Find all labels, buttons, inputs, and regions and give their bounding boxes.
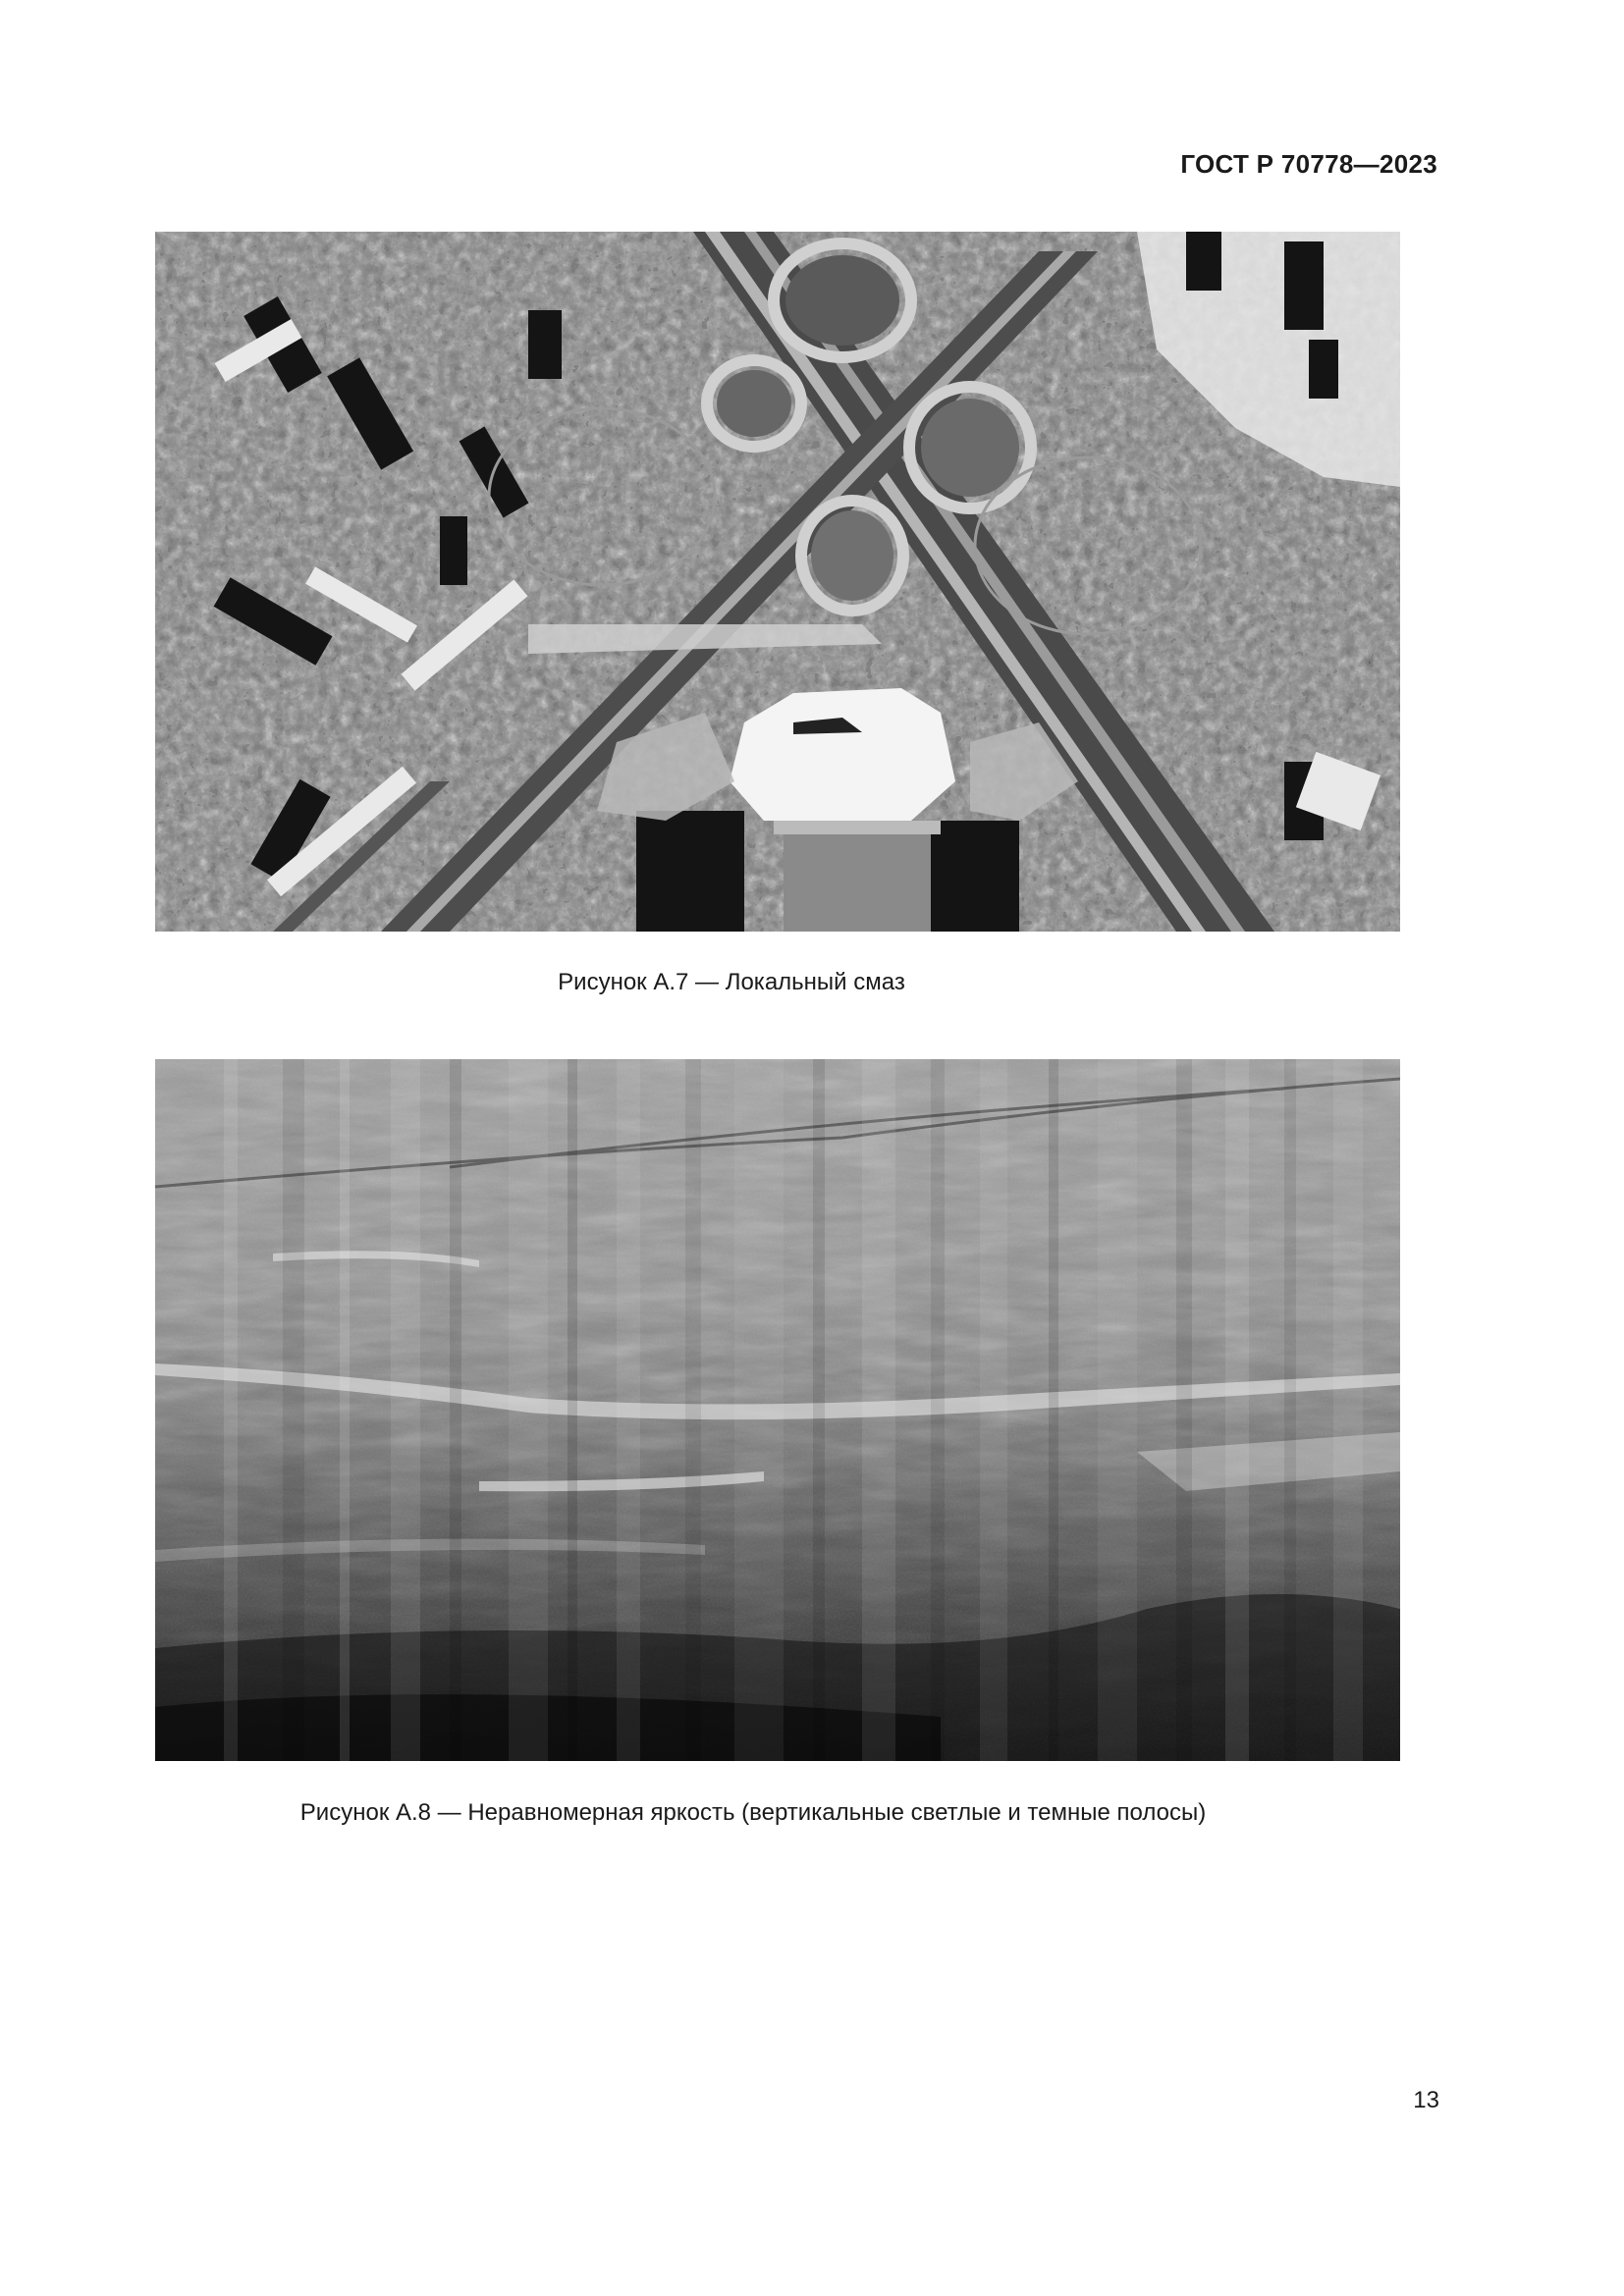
- figure-a8-caption: Рисунок А.8 — Неравномерная яркость (вертикальные светлые и темные полосы): [299, 1799, 1207, 1826]
- figure-a7-aerial-image: [155, 232, 1400, 932]
- aerial-interchange-photo: [155, 232, 1400, 932]
- page-header-standard-code: ГОСТ Р 70778—2023: [1180, 149, 1437, 179]
- figure-a7-caption: Рисунок А.7 — Локальный смаз: [558, 969, 905, 995]
- striped-landscape-photo: [155, 1059, 1400, 1761]
- figure-a8-striped-image: [155, 1059, 1400, 1761]
- page-number: 13: [1413, 2087, 1439, 2113]
